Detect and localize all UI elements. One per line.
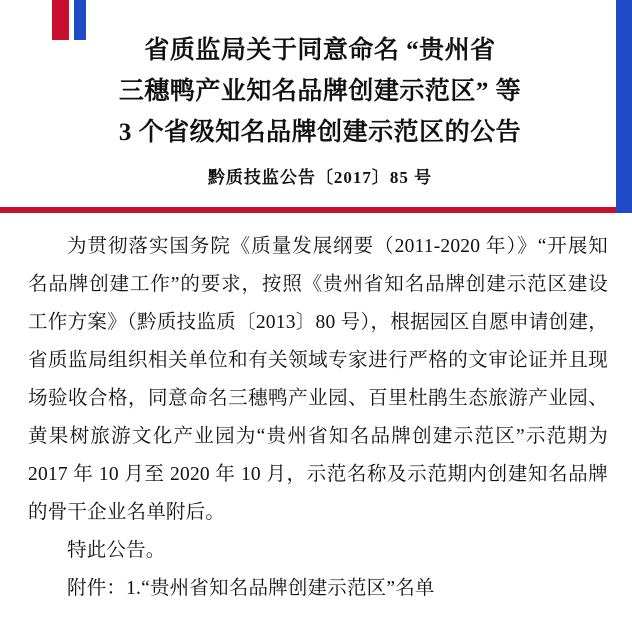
document-header xyxy=(0,0,632,207)
body-paragraph-2: 特此公告。 xyxy=(67,540,166,561)
title-line-2: 三穗鸭产业知名品牌创建示范区” 等 xyxy=(118,78,522,105)
header-divider xyxy=(0,207,616,213)
page-title xyxy=(60,30,580,153)
title-line-1: 省质监局关于同意命名 “贵州省 xyxy=(144,37,496,64)
document-body xyxy=(28,228,608,608)
document-number: 黔质技监公告〔2017〕85 号 xyxy=(207,168,433,187)
body-paragraph-3: 附件：1.“贵州省知名品牌创建示范区”名单 xyxy=(67,578,435,599)
body-paragraph-1: 为贯彻落实国务院《质量发展纲要（2011-2020 年）》“开展知名品牌创建工作”的要求，按照《贵州省知名品牌创建示范区建设工作方案》（黔质技监质〔2013〕80 号），根据园区自愿申请创建，省质监局组织相关单位和有关领域专家进行严格的文审论证并且现场验收合格，同意命名三穗鸭产业园、百里杜鹃生态旅游产业园、黄果树旅游文化产业园为“贵州省知名品牌创建示范区”示范期为 2017 年 10 月至 2020 年 10 月，示范名称及示范期内创建知名品牌的骨干企业名单附后。 xyxy=(28,236,608,523)
title-line-3: 3 个省级知名品牌创建示范区的公告 xyxy=(118,119,522,146)
